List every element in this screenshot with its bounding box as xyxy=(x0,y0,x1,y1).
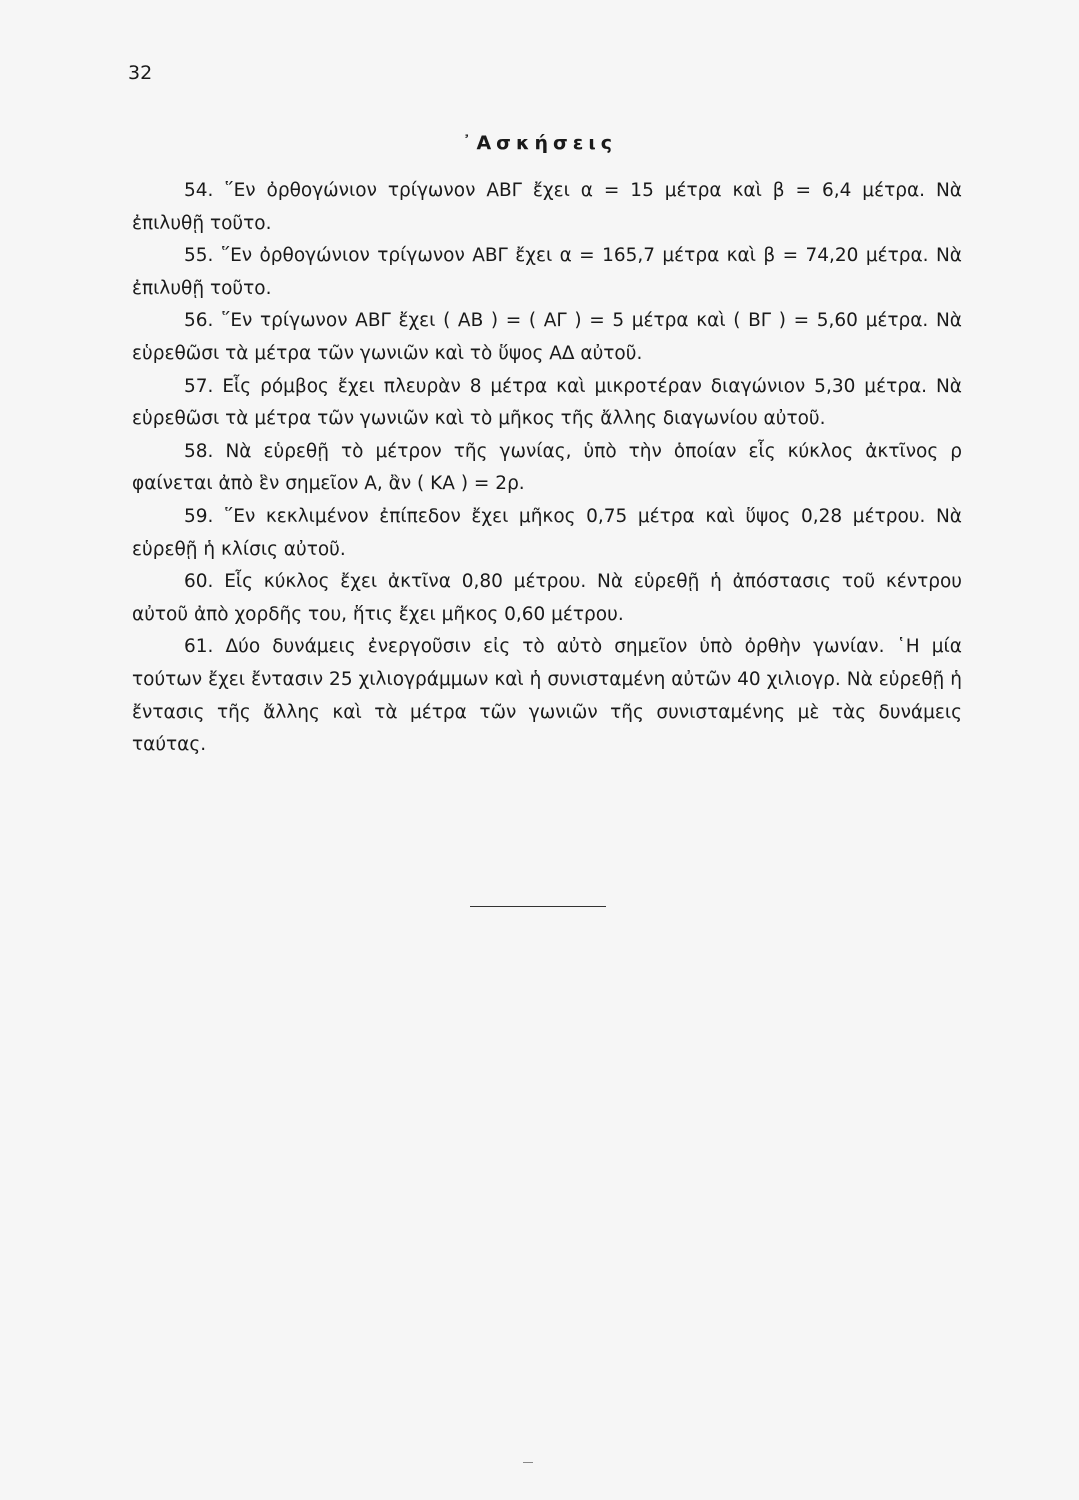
section-heading: ᾿Ασκήσεις xyxy=(461,132,618,154)
exercise-text: ῞Εν κεκλιμένον ἐπίπεδον ἔχει μῆκος 0,75 μέτρα καὶ ὕψος 0,28 μέτρου. Νὰ εὑρεθῇ ἡ κλίσις αὐτοῦ. xyxy=(132,505,962,560)
exercise-55 xyxy=(132,240,962,305)
exercise-text: ῞Εν τρίγωνον ΑΒΓ ἔχει ( ΑΒ ) = ( ΑΓ ) = 5 μέτρα καὶ ( ΒΓ ) = 5,60 μέτρα. Νὰ εὑρεθῶσι τὰ μέτρα τῶν γωνιῶν καὶ τὸ ὕψος ΑΔ αὐτοῦ. xyxy=(132,310,962,364)
exercise-text: ῞Εν ὀρθογώνιον τρίγωνον ΑΒΓ ἔχει α = 165,7 μέτρα καὶ β = 74,20 μέτρα. Νὰ ἐπιλυθῇ τοῦτο. xyxy=(132,245,962,299)
exercise-57 xyxy=(132,371,962,436)
exercise-list xyxy=(132,175,962,762)
exercise-text: Εἷς κύκλος ἔχει ἀκτῖνα 0,80 μέτρου. Νὰ εὑρεθῇ ἡ ἀπόστασις τοῦ κέντρου αὐτοῦ ἀπὸ χορδῆς του, ἥτις ἔχει μῆκος 0,60 μέτρου. xyxy=(132,571,962,625)
exercise-number: 57. xyxy=(184,375,214,397)
exercise-number: 56. xyxy=(184,310,214,332)
exercise-number: 61. xyxy=(184,636,214,658)
exercise-59 xyxy=(132,501,962,566)
exercise-text: Δύο δυνάμεις ἐνεργοῦσιν εἰς τὸ αὐτὸ σημεῖον ὑπὸ ὀρθὴν γωνίαν. ῾Η μία τούτων ἔχει ἔντασιν 25 χιλιογράμμων καὶ ἡ συνισταμένη αὐτῶν 40 χιλιογρ. Νὰ εὑρεθῇ ἡ ἔντασις τῆς ἄλλης καὶ τὰ μέτρα τῶν γωνιῶν τῆς συνισταμένης μὲ τὰς δυνάμεις ταύτας. xyxy=(132,636,962,756)
exercise-56 xyxy=(132,305,962,370)
page-number: 32 xyxy=(128,62,153,84)
section-divider xyxy=(470,906,606,907)
exercise-number: 54. xyxy=(184,180,214,201)
exercise-61 xyxy=(132,631,962,761)
exercise-text: Νὰ εὑρεθῇ τὸ μέτρον τῆς γωνίας, ὑπὸ τὴν ὁποίαν εἷς κύκλος ἀκτῖνος ρ φαίνεται ἀπὸ ἓν σημεῖον Α, ἂν ( ΚΑ ) = 2ρ. xyxy=(132,440,962,495)
exercise-text: Εἷς ρόμβος ἔχει πλευρὰν 8 μέτρα καὶ μικροτέραν διαγώνιον 5,30 μέτρα. Νὰ εὑρεθῶσι τὰ μέτρα τῶν γωνιῶν καὶ τὸ μῆκος τῆς ἄλλης διαγωνίου αὐτοῦ. xyxy=(132,375,962,430)
exercise-58 xyxy=(132,436,962,501)
exercise-number: 60. xyxy=(184,571,214,593)
footer-mark xyxy=(523,1462,533,1463)
exercise-number: 59. xyxy=(184,505,214,527)
exercise-54 xyxy=(132,175,962,240)
exercise-text: ῞Εν ὀρθογώνιον τρίγωνον ΑΒΓ ἔχει α = 15 μέτρα καὶ β = 6,4 μέτρα. Νὰ ἐπιλυθῇ τοῦτο. xyxy=(132,180,962,234)
exercise-60 xyxy=(132,566,962,631)
exercise-number: 55. xyxy=(184,245,214,267)
exercise-number: 58. xyxy=(184,440,214,462)
